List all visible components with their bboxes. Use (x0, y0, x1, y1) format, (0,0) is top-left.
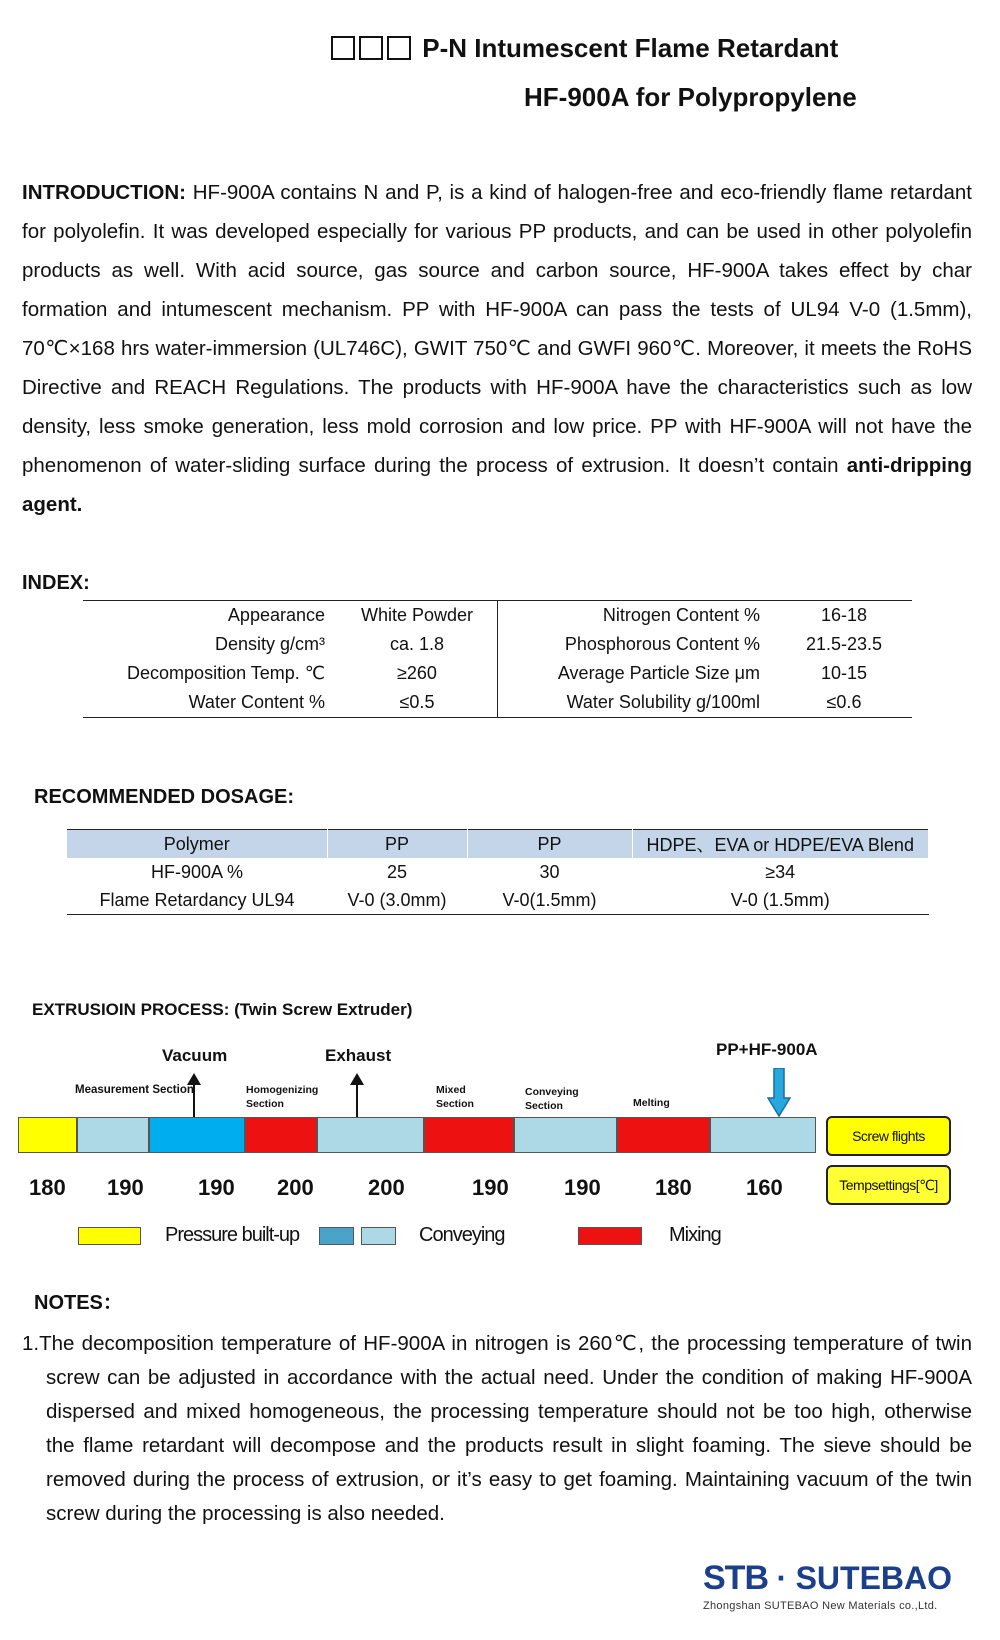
temp-value: 190 (198, 1175, 235, 1200)
dosage-cell: Flame Retardancy UL94 (67, 886, 327, 915)
missing-glyph-icon (359, 36, 383, 60)
index-cell: Phosphorous Content % (564, 634, 760, 654)
company-logo: STB · SUTEBAO (703, 1559, 953, 1597)
dosage-cell: ≥34 (765, 861, 796, 882)
index-heading: INDEX: (22, 572, 90, 594)
dosage-header-cell: PP (327, 830, 467, 859)
dosage-header-cell: Polymer (67, 830, 327, 859)
temp-value: 190 (472, 1175, 509, 1200)
title-text-1: P-N Intumescent Flame Retardant (422, 33, 839, 63)
legend-conveying-label: Conveying (419, 1224, 505, 1246)
temp-value: 180 (655, 1175, 692, 1200)
dosage-cell: 30 (539, 861, 560, 882)
index-cell: White Powder (337, 601, 498, 631)
temp-value: 180 (29, 1175, 66, 1200)
index-cell: Density g/cm³ (214, 634, 325, 654)
index-cell: Water Content % (83, 688, 337, 718)
legend-swatch-mixing (578, 1227, 642, 1245)
index-row (83, 659, 912, 688)
index-cell: Decomposition Temp. ℃ (127, 663, 325, 683)
title-line-2: HF-900A for Polypropylene (524, 82, 857, 112)
temp-value: 160 (746, 1175, 783, 1200)
introduction-label: INTRODUCTION: (22, 181, 186, 204)
index-cell: Average Particle Size μm (557, 663, 760, 683)
dosage-heading: RECOMMENDED DOSAGE: (34, 786, 295, 808)
notes-heading: NOTES： (34, 1292, 123, 1314)
barrel-segment-vacuum (149, 1117, 245, 1153)
dosage-table (67, 829, 929, 915)
dosage-header-row (67, 830, 929, 859)
index-cell: 16-18 (776, 601, 912, 631)
logo-mark: STB (703, 1559, 768, 1597)
barrel-segment-melting (617, 1117, 710, 1153)
feed-label: PP+HF-900A (716, 1040, 818, 1059)
index-cell: 10-15 (820, 663, 868, 683)
homogenizing-section-label: Homogenizing Section (246, 1084, 319, 1110)
legend-swatch-conveying-dark (319, 1227, 354, 1245)
index-cell: ca. 1.8 (337, 630, 498, 659)
legend-mixing-label: Mixing (669, 1224, 721, 1246)
barrel-segment-exhaust (317, 1117, 424, 1153)
logo-name: SUTEBAO (795, 1560, 953, 1596)
index-cell: 21.5-23.5 (805, 634, 883, 654)
introduction-paragraph (22, 173, 972, 524)
temp-value: 200 (368, 1175, 405, 1200)
barrel-segment-measurement (77, 1117, 149, 1153)
dosage-row (67, 858, 929, 886)
mixed-section-label: Mixed Section (436, 1084, 474, 1110)
legend-swatch-pressure (78, 1227, 141, 1245)
index-row (83, 601, 912, 631)
dosage-header-cell: PP (467, 830, 632, 859)
company-name: Zhongshan SUTEBAO New Materials co.,Ltd. (703, 1600, 938, 1612)
temp-settings-callout: Tempsettings[℃] (826, 1165, 951, 1205)
dosage-cell: 25 (386, 861, 408, 882)
index-cell: Appearance (83, 601, 337, 631)
barrel-segment-mixed (424, 1117, 514, 1153)
index-row (83, 630, 912, 659)
title-line-1 (331, 33, 838, 64)
index-row (83, 688, 912, 718)
legend-swatch-conveying-light (361, 1227, 396, 1245)
dosage-cell: V-0 (3.0mm) (327, 886, 467, 915)
index-cell: ≤0.5 (337, 688, 498, 718)
melting-section-label: Melting (633, 1097, 670, 1109)
dosage-cell: V-0 (1.5mm) (632, 886, 929, 915)
barrel-segment-conveying (514, 1117, 617, 1153)
index-table (83, 600, 912, 718)
barrel-segment-feed (18, 1117, 77, 1153)
missing-glyph-icon (331, 36, 355, 60)
introduction-text: HF-900A contains N and P, is a kind of halogen-free and eco-friendly flame retardant for polyolefin. It was developed especially for various PP products, and can be used in other polyolefin products as well. With acid source, gas source and carbon source, HF-900A takes effect by char formation and intumescent mechanism. PP with HF-900A can pass the tests of UL94 V-0 (1.5mm), 70℃×168 hrs water-immersion (UL746C), GWIT 750℃ and GWFI 960℃. Moreover, it meets the RoHS Directive and REACH Regulations. The products with HF-900A have the characteristics such as low density, less smoke generation, less mold corrosion and low price. PP with HF-900A will not have the phenomenon of water-sliding surface during the process of extrusion. It doesn’t contain (22, 181, 972, 477)
index-cell: ≤0.6 (776, 688, 912, 718)
index-cell: Nitrogen Content % (498, 601, 777, 631)
temp-value: 200 (277, 1175, 314, 1200)
extrusion-heading: EXTRUSIOIN PROCESS: (Twin Screw Extruder) (32, 1000, 413, 1019)
temp-value: 190 (107, 1175, 144, 1200)
index-cell: ≥260 (337, 659, 498, 688)
missing-glyph-icon (387, 36, 411, 60)
screw-flights-callout: Screw flights (826, 1116, 951, 1156)
exhaust-arrow-icon (356, 1075, 358, 1117)
note-item: 1.The decomposition temperature of HF-900A in nitrogen is 260℃, the processing temperature of twin screw can be adjusted in accordance with the actual need. Under the condition of making HF-900A dispersed and mixed homogeneous, the processing temperature should not be too high, otherwise the flame retardant will decompose and the products result in slight foaming. The sieve should be removed during the process of extrusion, or it’s easy to get foaming. Maintaining vacuum of the twin screw during the processing is also needed. (22, 1332, 972, 1525)
conveying-section-label: Conveying Section (525, 1086, 579, 1112)
barrel-segment-homogenizing (245, 1117, 317, 1153)
temp-value: 190 (564, 1175, 601, 1200)
dosage-header-cell: HDPE、EVA or HDPE/EVA Blend (632, 830, 929, 859)
measurement-section-label: Measurement Section (75, 1084, 194, 1096)
legend-pressure-label: Pressure built-up (165, 1224, 300, 1246)
barrel-segment-feed-zone (710, 1117, 816, 1153)
exhaust-label: Exhaust (325, 1046, 392, 1065)
index-cell: Water Solubility g/100ml (498, 688, 777, 718)
vacuum-label: Vacuum (162, 1046, 228, 1065)
introduction-bold-end: anti-dripping agent. (22, 454, 972, 516)
dosage-cell: V-0(1.5mm) (467, 886, 632, 915)
dosage-cell: HF-900A % (150, 861, 244, 882)
feed-arrow-icon (767, 1068, 791, 1118)
dosage-row (67, 886, 929, 915)
